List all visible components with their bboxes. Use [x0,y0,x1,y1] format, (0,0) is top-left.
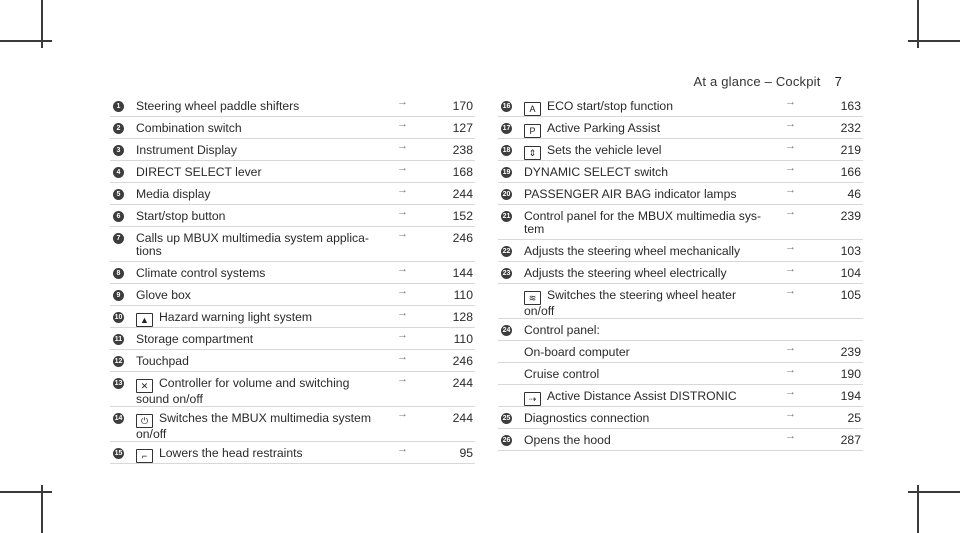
item-label: Controller for volume and switching sound on/off [136,376,350,406]
crop-mark [908,491,960,493]
page-ref-arrow-icon: → [785,241,796,253]
item-label: Storage compartment [136,332,254,346]
item-text [524,289,774,318]
vehicle-level-icon: ⇕ [524,146,541,160]
item-label: On-board computer [524,345,630,359]
item-number-badge: 2 [113,123,124,134]
page-ref-arrow-icon: → [397,285,408,297]
page-ref-arrow-icon: → [785,140,796,152]
page-reference[interactable]: 244 [452,411,473,425]
crop-mark [0,491,52,493]
item-text [136,232,386,258]
page-reference[interactable]: 166 [840,165,861,179]
page-reference[interactable]: 128 [452,310,473,324]
item-number-badge: 19 [502,169,511,176]
item-label: Start/stop button [136,209,226,223]
item-number-badge: 10 [114,314,123,321]
page-reference[interactable]: 170 [452,99,473,113]
item-text [136,188,386,201]
item-label: Combination switch [136,121,242,135]
item-text [524,100,774,116]
item-label: Cruise control [524,367,600,381]
item-text [136,100,386,113]
list-item [110,95,475,117]
page-ref-arrow-icon: → [785,162,796,174]
item-text [136,289,386,302]
crop-mark [0,40,52,42]
page-reference[interactable]: 219 [840,143,861,157]
item-text [136,333,386,346]
list-item [498,95,863,117]
item-label: Touchpad [136,354,189,368]
list-item [110,442,475,464]
list-item [110,183,475,205]
list-item [498,341,863,363]
item-number-badge: 14 [114,415,123,422]
page-ref-arrow-icon: → [397,263,408,275]
item-number-badge: 6 [113,211,124,222]
item-number-badge: 21 [502,213,511,220]
page-ref-arrow-icon: → [397,307,408,319]
item-number-badge: 22 [502,248,511,255]
page-reference[interactable]: 127 [452,121,473,135]
list-item [110,328,475,350]
left-column [110,95,475,464]
page-ref-arrow-icon: → [397,184,408,196]
item-number-badge: 1 [113,101,124,112]
page-ref-arrow-icon: → [785,342,796,354]
item-label: Media display [136,187,211,201]
item-label: Instrument Display [136,143,237,157]
item-number-badge: 20 [502,191,511,198]
page-ref-arrow-icon: → [397,443,408,455]
page-reference[interactable]: 163 [840,99,861,113]
item-text [524,210,774,236]
item-text [524,245,774,258]
page-ref-arrow-icon: → [785,430,796,442]
page-ref-arrow-icon: → [397,140,408,152]
page-ref-arrow-icon: → [785,408,796,420]
item-text [136,210,386,223]
page-ref-arrow-icon: → [397,162,408,174]
page-reference[interactable]: 238 [452,143,473,157]
page-number: 7 [834,74,842,89]
item-number-badge: 15 [114,450,123,457]
item-text [136,144,386,157]
page-reference[interactable]: 194 [840,389,861,403]
list-item [498,117,863,139]
item-label: Switches the MBUX multimedia system on/off [136,411,371,441]
page-reference[interactable]: 25 [847,411,861,425]
item-label: Climate control systems [136,266,266,280]
page-ref-arrow-icon: → [397,206,408,218]
head-restraint-icon: ⌐ [136,449,153,463]
eco-start-stop-icon: A [524,102,541,116]
page-ref-arrow-icon: → [785,206,796,218]
page-reference[interactable]: 95 [459,446,473,460]
page-reference[interactable]: 244 [452,187,473,201]
list-item [498,363,863,385]
item-number-badge: 4 [113,167,124,178]
item-text [524,122,774,138]
list-item [110,139,475,161]
item-label: Glove box [136,288,191,302]
list-item [498,183,863,205]
page-ref-arrow-icon: → [397,118,408,130]
crop-mark [908,40,960,42]
page-header [694,74,842,89]
page-reference[interactable]: 246 [452,354,473,368]
item-label: Opens the hood [524,433,611,447]
item-number-badge: 24 [502,327,511,334]
item-label: PASSENGER AIR BAG indicator lamps [524,187,737,201]
parking-assist-icon: P [524,124,541,138]
list-item [498,385,863,407]
item-label: Control panel: [524,323,600,337]
page-reference[interactable]: 246 [452,231,473,245]
list-item [110,262,475,284]
page-reference[interactable]: 244 [452,376,473,390]
item-number-badge: 11 [114,336,123,343]
page-reference[interactable]: 46 [847,187,861,201]
item-text [136,267,386,280]
page-ref-arrow-icon: → [397,228,408,240]
page-reference[interactable]: 104 [840,266,861,280]
item-label: Active Distance Assist DISTRONIC [547,389,737,403]
page-title: At a glance – Cockpit [693,74,821,89]
item-label: Lowers the head restraints [159,446,303,460]
page-ref-arrow-icon: → [785,184,796,196]
item-text [524,390,774,406]
list-item [498,407,863,429]
item-number-badge: 17 [502,125,511,132]
page-reference[interactable]: 105 [840,288,861,302]
page-ref-arrow-icon: → [785,364,796,376]
item-label: Sets the vehicle level [547,143,662,157]
list-item [110,306,475,328]
item-text [136,166,386,179]
item-text [524,368,774,381]
list-item [498,205,863,240]
item-text [524,188,774,201]
item-number-badge: 23 [502,270,511,277]
list-item [110,205,475,227]
item-text [524,346,774,359]
item-label: Control panel for the MBUX multimedia sys- tem [524,209,762,236]
item-number-badge: 7 [113,233,124,244]
list-item [498,139,863,161]
item-number-badge: 25 [502,415,511,422]
page-reference[interactable]: 144 [452,266,473,280]
page-reference[interactable]: 152 [452,209,473,223]
page-ref-arrow-icon: → [397,373,408,385]
item-text [524,166,774,179]
item-number-badge: 8 [113,268,124,279]
item-number-badge: 26 [502,437,511,444]
page-reference[interactable]: 239 [840,209,861,223]
page-ref-arrow-icon: → [397,408,408,420]
hazard-warning-icon: ▲ [136,313,153,327]
item-label: ECO start/stop function [547,99,673,113]
item-label: Calls up MBUX multimedia system applica- tions [136,231,369,258]
page-ref-arrow-icon: → [397,329,408,341]
power-icon: ⏻ [136,414,153,428]
item-number-badge: 9 [113,290,124,301]
list-item [498,161,863,183]
list-item [110,407,475,442]
item-number-badge: 5 [113,189,124,200]
page-reference[interactable]: 232 [840,121,861,135]
item-text [136,447,386,463]
item-label: Hazard warning light system [159,310,313,324]
item-number-badge: 3 [113,145,124,156]
list-item [110,350,475,372]
page-ref-arrow-icon: → [785,386,796,398]
item-text [136,377,386,406]
page-reference[interactable]: 287 [840,433,861,447]
item-number-badge: 12 [114,358,123,365]
list-item [498,429,863,451]
page-reference[interactable]: 110 [453,332,473,346]
page-ref-arrow-icon: → [397,96,408,108]
list-item [110,284,475,306]
item-text [136,122,386,135]
page-reference[interactable]: 239 [840,345,861,359]
item-label: DIRECT SELECT lever [136,165,262,179]
item-label: Adjusts the steering wheel mechanically [524,244,741,258]
item-text [136,311,386,327]
page-ref-arrow-icon: → [785,96,796,108]
mute-icon: ✕ [136,379,153,393]
page-reference[interactable]: 103 [840,244,861,258]
item-text [524,144,774,160]
item-text [524,434,774,447]
list-item [110,117,475,139]
page-reference[interactable]: 168 [452,165,473,179]
item-text [524,412,774,425]
item-label: Steering wheel paddle shifters [136,99,300,113]
item-number-badge: 16 [502,103,511,110]
list-item [498,262,863,284]
page-reference[interactable]: 190 [840,367,861,381]
distance-assist-icon: ⇢ [524,392,541,406]
item-text [524,267,774,280]
list-item [110,372,475,407]
page-ref-arrow-icon: → [785,118,796,130]
page-ref-arrow-icon: → [397,351,408,363]
item-number-badge: 13 [114,380,123,387]
item-number-badge: 18 [502,147,511,154]
right-column [498,95,863,451]
list-item [498,319,863,341]
page-ref-arrow-icon: → [785,285,796,297]
item-label: DYNAMIC SELECT switch [524,165,669,179]
list-item [110,161,475,183]
list-item [498,240,863,262]
page-reference[interactable]: 110 [453,288,473,302]
item-text [136,355,386,368]
item-label: Switches the steering wheel heater on/off [524,288,737,318]
list-item [498,284,863,319]
item-label: Adjusts the steering wheel electrically [524,266,727,280]
item-text [136,412,386,441]
item-label: Active Parking Assist [547,121,661,135]
list-item [110,227,475,262]
steering-wheel-heater-icon: ≋ [524,291,541,305]
item-text [524,324,774,337]
item-label: Diagnostics connection [524,411,650,425]
page-ref-arrow-icon: → [785,263,796,275]
